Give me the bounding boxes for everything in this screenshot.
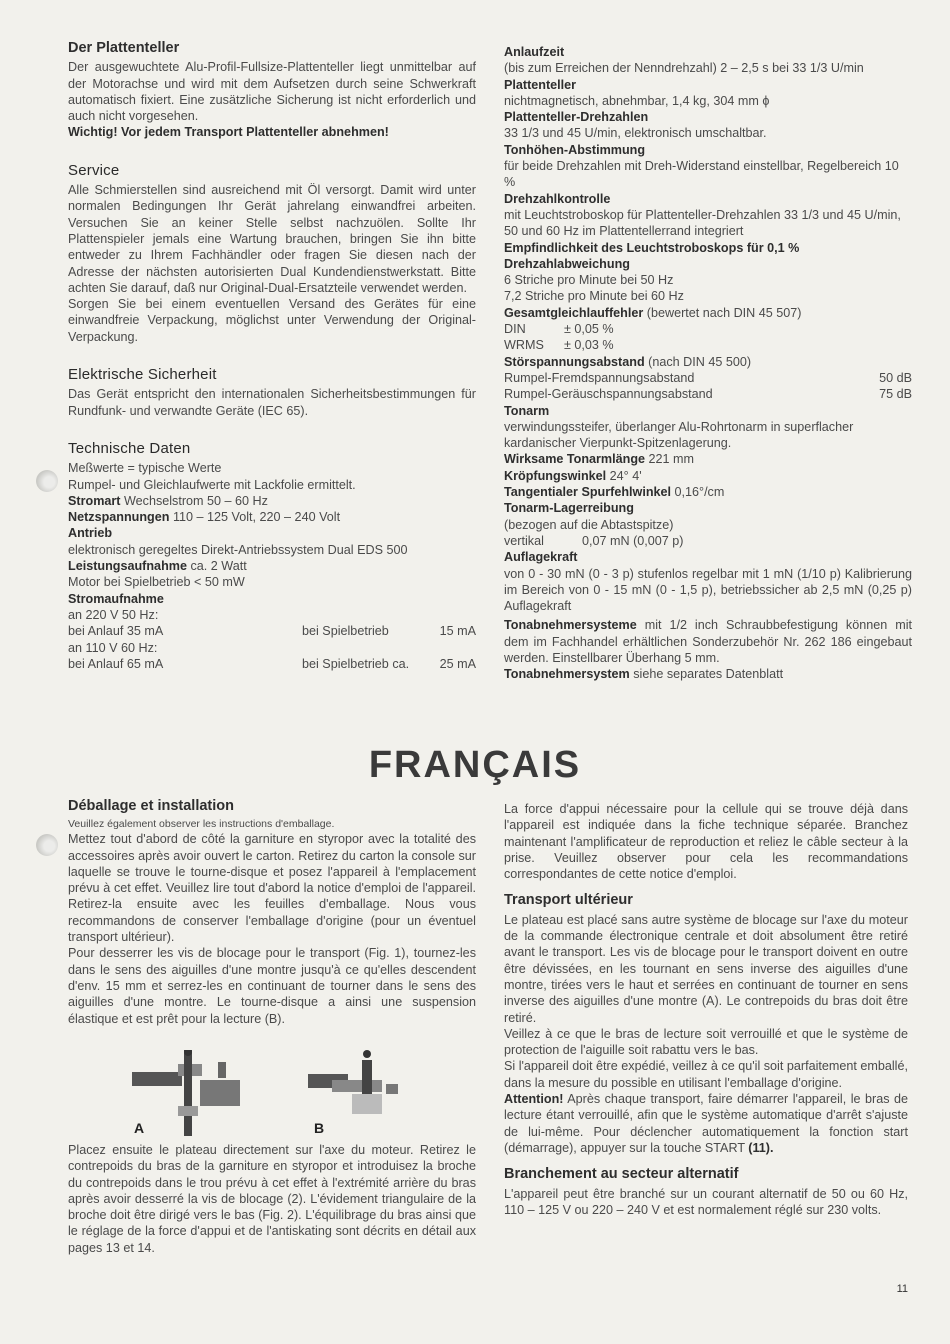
stoerspannung-line: Störspannungsabstand (nach DIN 45 500) — [504, 354, 752, 369]
german-right-column — [504, 44, 912, 683]
service-heading: Service — [68, 161, 120, 179]
empfindlichkeit-50hz: 6 Striche pro Minute bei 50 Hz — [504, 273, 674, 288]
netzspannung-line: Netzspannungen 110 – 125 Volt, 220 – 240 Volt — [68, 510, 341, 525]
plattenteller-warning: Wichtig! Vor jedem Transport Plattenteller abnehmen! — [68, 125, 389, 140]
page-number: 11 — [896, 1283, 908, 1295]
rumpel-line: Rumpel- und Gleichlaufwerte mit Lackfolie ermittelt. — [68, 477, 356, 492]
strom-row-3: an 110 V 60 Hz: — [68, 640, 158, 655]
figure-transport-screws — [118, 1050, 408, 1140]
strom-row-1: an 220 V 50 Hz: — [68, 607, 159, 622]
technische-daten-heading: Technische Daten — [68, 439, 191, 457]
rumpel-fremd-row: Rumpel-Fremdspannungsabstand 50 dB — [504, 370, 912, 385]
transport-heading: Transport ultérieur — [504, 892, 633, 909]
tonabnehmersysteme-line: Tonabnehmersysteme mit 1/2 inch Schraubbefestigung können mit dem im Fachhandel erhältlichen Sonderzubehör Nr. 262 186 eingebaut werden. Einstellbarer Überhang 5 mm. — [504, 618, 912, 665]
francais-heading: FRANÇAIS — [368, 744, 582, 786]
attention-text: Attention! Après chaque transport, faire démarrer l'appareil, le bras de lecture étant verrouillé, afin que le système automatique d'arrêt s'ajuste de lui-même. Pour déclencher automatiquement la fonction start (démarrage), appuyer sur la touche START (11). — [504, 1092, 908, 1155]
auflagekraft-value: von 0 - 30 mN (0 - 3 p) stufenlos regelbar mit 1 mN (1/10 p) Kalibrierung im Bereich von 0 - 15 mN (0 - 1,5 p), betriebssicher ab 2,5 mN (0,25 p) Auflagekraft — [504, 566, 912, 614]
spurfehl-line: Tangentialer Spurfehlwinkel 0,16°/cm — [504, 485, 725, 500]
french-right-column — [504, 801, 908, 1218]
leistung-line: Leistungsaufnahme ca. 2 Watt — [68, 559, 247, 574]
deballage-text-2: Pour desserrer les vis de blocage pour le transport (Fig. 1), tournez-les dans le sens des aiguilles d'une montre jusqu'à ce qu'elles descendent d'env. 15 mm et serrez-les en continuant de tourner dans le sens des aiguilles d'une montre. Le tourne-disque a ainsi une suspension élastique et est prêt pour la lecture (B). — [68, 946, 476, 1026]
tonarmlaenge-line: Wirksame Tonarmlänge 221 mm — [504, 452, 695, 467]
german-left-column — [68, 40, 476, 672]
tonhoehe-value: für beide Drehzahlen mit Dreh-Widerstand einstellbar, Regelbereich 10 % — [504, 159, 899, 190]
drehzahlen-label: Plattenteller-Drehzahlen — [504, 110, 649, 125]
lagerreibung-label: Tonarm-Lagerreibung — [504, 501, 634, 516]
deballage-note: Veuillez également observer les instructions d'emballage. — [68, 818, 335, 831]
punch-hole-top — [36, 470, 58, 492]
anlaufzeit-label: Anlaufzeit — [504, 45, 565, 59]
plattenteller-text: Der ausgewuchtete Alu-Profil-Fullsize-Plattenteller liegt unmittelbar auf der Motorachse und wird mit dem Aufsetzen durch seine Schwerkraft automatisch fixiert. Eine zusätzliche Sicherung ist nicht erforderlich und auch nicht vorgesehen. — [68, 60, 476, 124]
tonarm-label: Tonarm — [504, 403, 550, 418]
stromaufnahme-label: Stromaufnahme — [68, 591, 164, 606]
messwerte-line: Meßwerte = typische Werte — [68, 461, 222, 476]
service-text-2: Sorgen Sie bei einem eventuellen Versand des Gerätes für eine einwandfreie Verpackung, möglichst unter Verwendung der Original-Verpackung. — [68, 297, 476, 344]
transport-screw-illustration — [118, 1050, 408, 1140]
rumpel-geraeusch-row: Rumpel-Geräuschspannungsabstand 75 dB — [504, 387, 912, 402]
stromart-line: Stromart Wechselstrom 50 – 60 Hz — [68, 493, 268, 508]
strom-row-4: bei Anlauf 65 mA bei Spielbetrieb ca. 25 mA — [68, 656, 476, 671]
service-text-1: Alle Schmierstellen sind ausreichend mit Öl versorgt. Damit wird unter normalen Bedingungen Ihr Gerät jahrelang einwandfrei arbeiten. Versuchen Sie an keiner Stelle selbst nachzuölen. Sollte Ihr Plattenspieler jemals eine Wartung brauchen, bringen Sie ihn bitte entweder zu Ihrem Fachhändler oder fragen Sie diesen nach der Adresse der nächsten autorisierten Dual Kundendienstwerkstatt. Bitte achten Sie darauf, daß nur Original-Dual-Ersatzteile verwendet werden. — [68, 183, 476, 295]
transport-text-3: Si l'appareil doit être expédié, veillez à ce qu'il soit parfaitement emballé, dans la mesure du possible en utilisant l'emballage d'origine. — [504, 1059, 908, 1090]
antrieb-value: elektronisch geregeltes Direkt-Antriebssystem Dual EDS 500 — [68, 542, 408, 557]
antrieb-label: Antrieb — [68, 526, 113, 541]
tonhoehe-label: Tonhöhen-Abstimmung — [504, 142, 646, 157]
gleichlauf-line: Gesamtgleichlauffehler (bewertet nach DIN 45 507) — [504, 305, 802, 320]
tonarm-value: verwindungssteifer, überlanger Alu-Rohrtonarm in superflacher kardanischer Vierpunkt-Spitzenlagerung. — [504, 419, 854, 451]
drehzahlkontrolle-value: mit Leuchtstroboskop für Plattenteller-Drehzahlen 33 1/3 und 45 U/min, 50 und 60 Hz im Plattentellerrand integriert — [504, 207, 901, 239]
figure-label-b: B — [314, 1120, 325, 1136]
strom-row-2: bei Anlauf 35 mA bei Spielbetrieb 15 mA — [68, 624, 476, 639]
plattenteller-spec-label: Plattenteller — [504, 77, 577, 92]
tonabnehmersystem-line: Tonabnehmersystem siehe separates Datenblatt — [504, 667, 784, 682]
motor-line: Motor bei Spielbetrieb < 50 mW — [68, 575, 245, 590]
figure-label-a: A — [134, 1120, 145, 1136]
french-left-column — [68, 798, 476, 1027]
lagerreibung-vertikal-row: vertikal 0,07 mN (0,007 p) — [504, 533, 684, 548]
drehzahlen-value: 33 1/3 und 45 U/min, elektronisch umschaltbar. — [504, 126, 767, 141]
din-row: DIN ± 0,05 % — [504, 322, 614, 337]
anlaufzeit-value: (bis zum Erreichen der Nenndrehzahl) 2 – 2,5 s bei 33 1/3 U/min — [504, 61, 864, 76]
sicherheit-heading: Elektrische Sicherheit — [68, 366, 217, 384]
french-left-column-bottom — [68, 1142, 476, 1256]
deballage-text-1: Mettez tout d'abord de côté la garniture en styropor avec la totalité des accessoires après avoir ouvert le carton. Retirez du carton la console sur laquelle se trouve le tourne-disque et posez l'appareil à l'emplacement prévu à cet effet. Veuillez lire tout d'abord la notice d'emploi de l'appareil. Retirez-la ensuite avec les feuilles d'emballage. Nous vous recommandons de conserver l'emballage d'origine (pour un éventuel transport ultérieur). — [68, 832, 476, 945]
plattenteller-spec-value: nichtmagnetisch, abnehmbar, 1,4 kg, 304 mm ϕ — [504, 93, 770, 108]
plattenteller-heading: Der Plattenteller — [68, 40, 180, 56]
force-appui-text: La force d'appui nécessaire pour la cellule qui se trouve déjà dans l'appareil est indiquée dans la fiche technique séparée. Branchez maintenant l'amplificateur de reproduction et reliez le câble secteur à la prise. Veuillez observer pour cela les recommandations correspondantes de cette notice d'emploi. — [504, 802, 908, 882]
secteur-heading: Branchement au secteur alternatif — [504, 1166, 739, 1183]
lagerreibung-sub: (bezogen auf die Abtastspitze) — [504, 517, 674, 532]
punch-hole-bottom — [36, 834, 58, 856]
empfindlichkeit-60hz: 7,2 Striche pro Minute bei 60 Hz — [504, 289, 684, 304]
plateau-text: Placez ensuite le plateau directement sur l'axe du moteur. Retirez le contrepoids du bras de la garniture en styropor et introduisez la broche du contrepoids dans le trou prévu à cet effet à l'extrémité arrière du bras après avoir desserré la vis de blocage (2). L'évidement triangulaire de la broche doit être dirigé vers le bas (Fig. 2). L'équilibrage du bras ainsi que le réglage de la force d'appui et de l'antiskating sont décrits en détail aux pages 13 et 14. — [68, 1143, 476, 1255]
kroepfung-line: Kröpfungswinkel 24° 4' — [504, 468, 642, 483]
secteur-text: L'appareil peut être branché sur un courant alternatif de 50 ou 60 Hz, 110 – 125 V ou 220 – 240 V et est normalement réglé sur 230 volts. — [504, 1186, 908, 1217]
deballage-heading: Déballage et installation — [68, 798, 234, 814]
transport-text-2: Veillez à ce que le bras de lecture soit verrouillé et que le système de protection de l'aiguille soit rabattu vers le bas. — [504, 1026, 908, 1058]
sicherheit-text: Das Gerät entspricht den internationalen Sicherheitsbestimmungen für Rundfunk- und verwandte Geräte (IEC 65). — [68, 387, 476, 418]
empfindlichkeit-label: Empfindlichkeit des Leuchtstroboskops für 0,1 % Drehzahlabweichung — [504, 240, 800, 271]
wrms-row: WRMS ± 0,03 % — [504, 338, 614, 353]
auflagekraft-label: Auflagekraft — [504, 550, 578, 565]
transport-text-1: Le plateau est placé sans autre système de blocage sur l'axe du moteur de la commande électronique centrale et doit absolument être retiré avant le transport. Les vis de blocage pour le transport doivent en outre être dévissées, en les tournant en sens inverse des aiguilles d'une montre, tirées vers le haut et serrées en continuant de tourner en sens inverse des aiguilles d'une montre (A). Le contrepoids du bras doit être retiré. — [504, 912, 908, 1025]
drehzahlkontrolle-label: Drehzahlkontrolle — [504, 191, 611, 206]
